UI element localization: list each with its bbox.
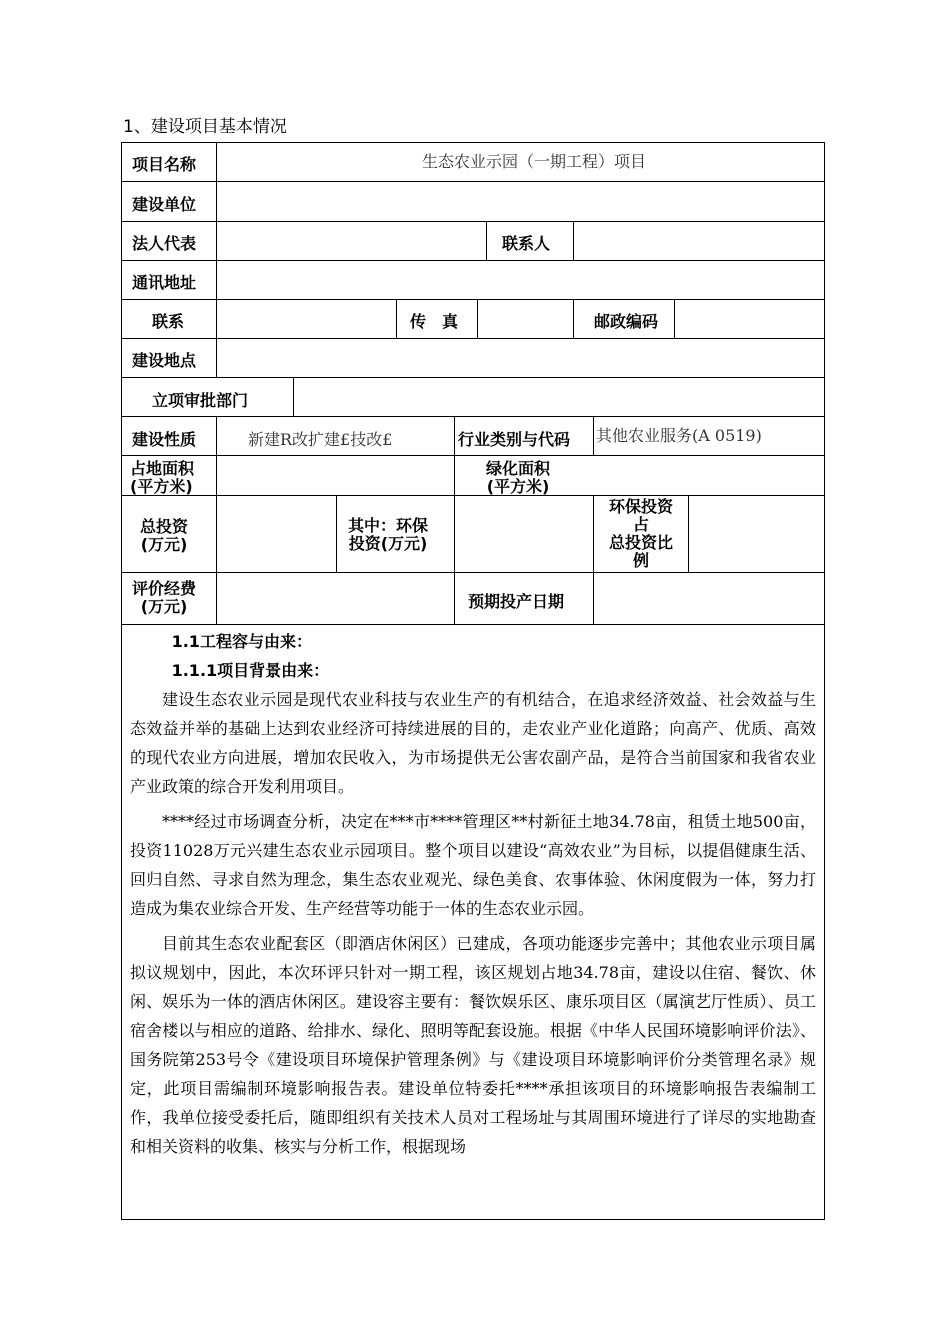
ratio-label-line3: 总投资比 bbox=[608, 532, 673, 552]
paragraph-2: ****经过市场调查分析，决定在***市****管理区**村新征土地34.78亩，租赁土地500亩，投资11028万元兴建生态农业示园项目。整个项目以建设“高效农业”为目标，以提倡健康生活、回归自然、寻求自然为理念，集生态农业观光、绿色美食、农事体验、休闲度假为一体，努力打造成为集农业综合开发、生产经营等功能于一体的生态农业示园。 bbox=[130, 812, 816, 918]
area-field[interactable] bbox=[217, 456, 454, 495]
builder-field[interactable] bbox=[217, 182, 825, 221]
section-heading-1-1: 1.1工程容与由来： bbox=[171, 632, 312, 651]
eval-fee-label-line2: (万元) bbox=[140, 597, 188, 616]
postcode-field[interactable] bbox=[675, 300, 825, 338]
legal-rep-label: 法人代表 bbox=[132, 233, 197, 253]
eval-fee-field[interactable] bbox=[217, 573, 454, 624]
legal-rep-field[interactable] bbox=[217, 222, 486, 260]
address-label: 通讯地址 bbox=[132, 272, 197, 292]
site-field[interactable] bbox=[217, 339, 825, 377]
env-invest-label bbox=[348, 495, 428, 575]
invest-label-line2: (万元) bbox=[140, 535, 188, 554]
ratio-label-line4: 例 bbox=[632, 550, 649, 570]
green-label-line1: 绿化面积 bbox=[486, 458, 551, 478]
paragraph-3: 目前其生态农业配套区（即酒店休闲区）已建成，各项功能逐步完善中；其他农业示项目属拟议规划中，因此，本次环评只针对一期工程，该区规划占地34.78亩，建设以住宿、餐饮、休闲、娱乐为一体的酒店休闲区。建设容主要有：餐饮娱乐区、康乐项目区（属演艺厅性质）、员工宿舍楼以与相应的道路、给排水、绿化、照明等配套设施。根据《中华人民国环境影响评价法》、国务院第253号令《建设项目环境保护管理条例》与《建设项目环境影响评价分类管理名录》规定，此项目需编制环境影响报告表。建设单位特委托****承担该项目的环境影响报告表编制工作，我单位接受委托后，随即组织有关技术人员对工程场址与其周围环境进行了详尽的实地勘查和相关资料的收集、核实与分析工作，根据现场 bbox=[130, 934, 816, 1156]
green-label-line2: (平方米) bbox=[486, 476, 550, 496]
env-invest-label-line1: 其中：环保 bbox=[348, 516, 429, 535]
start-date-label: 预期投产日期 bbox=[468, 592, 565, 611]
green-label bbox=[486, 455, 550, 500]
address-field[interactable] bbox=[217, 261, 825, 299]
nature-label: 建设性质 bbox=[132, 429, 197, 449]
contact-person-field[interactable] bbox=[574, 222, 825, 260]
env-invest-label-line2: 投资(万元) bbox=[348, 534, 428, 553]
section-heading-1-1-1: 1.1.1项目背景由来： bbox=[171, 661, 330, 680]
industry-label: 行业类别与代码 bbox=[458, 429, 571, 449]
eval-fee-label bbox=[132, 572, 196, 624]
invest-field[interactable] bbox=[217, 496, 336, 572]
paragraph-1: 建设生态农业示园是现代农业科技与农业生产的有机结合，在追求经济效益、社会效益与生态效益并举的基础上达到农业经济可持续进展的目的，走农业产业化道路；向高产、优质、高效的现代农业方向进展，增加农民收入，为市场提供无公害农副产品，是符合当前国家和我省农业产业政策的综合开发利用项目。 bbox=[130, 690, 816, 796]
builder-label: 建设单位 bbox=[132, 195, 197, 214]
eval-fee-label-line1: 评价经费 bbox=[132, 579, 197, 598]
postcode-label: 邮政编码 bbox=[594, 311, 659, 331]
industry-value[interactable]: 其他农业服务(A 0519) bbox=[596, 426, 762, 445]
fax-label: 传 真 bbox=[410, 311, 459, 331]
contact-label: 联系 bbox=[152, 311, 185, 331]
project-name-value[interactable]: 生态农业示园（一期工程）项目 bbox=[422, 152, 647, 171]
invest-label-line1: 总投资 bbox=[140, 517, 189, 536]
site-label: 建设地点 bbox=[132, 350, 197, 370]
project-info-table bbox=[121, 142, 825, 1220]
ratio-label-line1: 环保投资 bbox=[608, 496, 673, 516]
project-description bbox=[130, 627, 816, 1161]
contact-person-label: 联系人 bbox=[502, 233, 551, 253]
green-field[interactable] bbox=[594, 456, 825, 495]
fax-field[interactable] bbox=[478, 300, 573, 338]
area-label-line2: (平方米) bbox=[130, 476, 193, 496]
start-date-field[interactable] bbox=[594, 573, 825, 624]
phone-field[interactable] bbox=[217, 300, 396, 338]
project-name-label: 项目名称 bbox=[132, 155, 197, 174]
section-title: 1、建设项目基本情况 bbox=[123, 117, 287, 137]
env-invest-field[interactable] bbox=[455, 496, 593, 572]
area-label bbox=[130, 455, 194, 500]
ratio-field[interactable] bbox=[689, 496, 825, 572]
nature-value[interactable]: 新建R改扩建£技改£ bbox=[248, 429, 393, 449]
ratio-label bbox=[594, 495, 688, 572]
area-label-line1: 占地面积 bbox=[130, 458, 195, 478]
ratio-label-line2: 占 bbox=[632, 514, 649, 534]
invest-label bbox=[140, 495, 188, 577]
approval-field[interactable] bbox=[294, 378, 825, 416]
approval-label: 立项审批部门 bbox=[152, 390, 249, 410]
